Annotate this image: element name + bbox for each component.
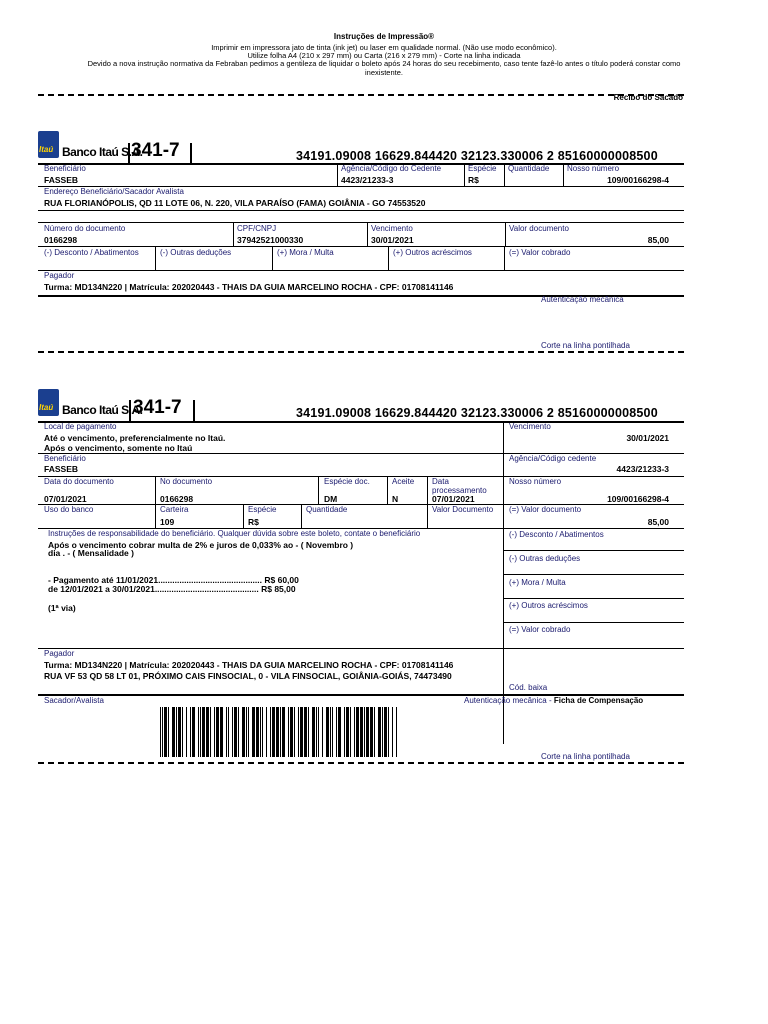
vencimento-label: Vencimento bbox=[509, 422, 551, 431]
endereco-value: RUA FLORIANÓPOLIS, QD 11 LOTE 06, N. 220, VILA PARAÍSO (FAMA) GOIÂNIA - GO 74553520 bbox=[44, 198, 426, 208]
beneficiario-value: FASSEB bbox=[44, 175, 79, 185]
data-proc-label: Data bbox=[432, 477, 449, 486]
mora-label: (+) Mora / Multa bbox=[509, 578, 566, 587]
corte-label: Corte na linha pontilhada bbox=[541, 341, 630, 350]
desconto-label: (-) Desconto / Abatimentos bbox=[509, 530, 604, 539]
num-doc-label: No documento bbox=[160, 477, 213, 486]
pagador-line: Turma: MD134N220 | Matrícula: 202020443 - THAIS DA GUIA MARCELINO ROCHA - CPF: 01708141146 bbox=[44, 660, 454, 670]
corte-label: Corte na linha pontilhada bbox=[541, 752, 630, 761]
uso-banco-label: Uso do banco bbox=[44, 505, 94, 514]
cpf-value: 37942521000330 bbox=[237, 235, 304, 245]
valor-label: Valor Documento bbox=[432, 505, 494, 514]
agencia-label: Agência/Código cedente bbox=[509, 454, 597, 463]
pagador-line: RUA VF 53 QD 58 LT 01, PRÓXIMO CAIS FINSOCIAL, 0 - VILA FINSOCIAL, GOIÂNIA-GOIÁS, 74473490 bbox=[44, 671, 452, 681]
valor-cobrado-label: (=) Valor cobrado bbox=[509, 625, 571, 634]
especie-value: R$ bbox=[248, 517, 259, 527]
instrucao-line: Após o vencimento cobrar multa de 2% e juros de 0,033% ao - ( Novembro ) bbox=[48, 540, 354, 550]
print-instructions-line: inexistente. bbox=[365, 68, 403, 77]
vencimento-value: 30/01/2021 bbox=[371, 235, 414, 245]
num-doc-label: Número do documento bbox=[44, 224, 126, 233]
local-pagamento-label: Local de pagamento bbox=[44, 422, 117, 431]
especie-doc-label: Espécie doc. bbox=[324, 477, 370, 486]
pagador-label: Pagador bbox=[44, 271, 75, 280]
instrucao-line: (1ª via) bbox=[48, 603, 76, 613]
linha-digitavel: 34191.09008 16629.844420 32123.330006 2 85160000008500 bbox=[296, 406, 658, 420]
especie-label: Espécie bbox=[248, 505, 277, 514]
instrucao-line: dia . - ( Mensalidade ) bbox=[48, 548, 134, 558]
pagador-label: Pagador bbox=[44, 649, 75, 658]
nosso-numero-value: 109/00166298-4 bbox=[607, 175, 669, 185]
valor-doc-label: Valor documento bbox=[509, 224, 569, 233]
beneficiario-value: FASSEB bbox=[44, 464, 79, 474]
cod-baixa-label: Cód. baixa bbox=[509, 683, 548, 692]
beneficiario-label: Beneficiário bbox=[44, 454, 86, 463]
desconto-label: (-) Desconto / Abatimentos bbox=[44, 248, 139, 257]
cut-line bbox=[38, 94, 684, 96]
linha-digitavel: 34191.09008 16629.844420 32123.330006 2 85160000008500 bbox=[296, 149, 658, 163]
valor-cobrado-label: (=) Valor cobrado bbox=[509, 248, 571, 257]
local-pagamento-line: Após o vencimento, somente no Itaú bbox=[44, 443, 193, 453]
autenticacao-label: Autenticação mecânica - bbox=[464, 696, 554, 705]
vencimento-value: 30/01/2021 bbox=[626, 433, 669, 443]
data-proc-label: processamento bbox=[432, 486, 487, 495]
quantidade-label: Quantidade bbox=[508, 164, 550, 173]
agencia-value: 4423/21233-3 bbox=[616, 464, 669, 474]
agencia-label: Agência/Código do Cedente bbox=[341, 164, 442, 173]
print-instructions-line: Devido a nova instrução normativa da Febraban pedimos a gentileza de liquidar o boleto após 24 horas do seu recebimento, caso tente fazê-lo antes o título poderá constar como bbox=[87, 59, 681, 68]
cut-line bbox=[38, 351, 684, 353]
local-pagamento-line: Até o vencimento, preferencialmente no Itaú. bbox=[44, 433, 226, 443]
autenticacao-footer bbox=[464, 696, 643, 705]
carteira-value: 109 bbox=[160, 517, 175, 527]
nosso-numero-value: 109/00166298-4 bbox=[607, 494, 669, 504]
nosso-numero-label: Nosso número bbox=[567, 164, 620, 173]
especie-doc-value: DM bbox=[324, 494, 338, 504]
print-instructions-title: Instruções de Impressão® bbox=[333, 32, 435, 41]
beneficiario-label: Beneficiário bbox=[44, 164, 86, 173]
itau-logo: Itaú bbox=[38, 389, 59, 416]
aceite-label: Aceite bbox=[392, 477, 415, 486]
nosso-numero-label: Nosso número bbox=[509, 477, 562, 486]
data-doc-value: 07/01/2021 bbox=[44, 494, 87, 504]
autenticacao-label: Autenticação mecânica bbox=[541, 295, 624, 304]
instrucoes-label: Instruções de responsabilidade do beneficiário. Qualquer dúvida sobre este boleto, contate o beneficiário bbox=[48, 529, 421, 538]
barcode bbox=[160, 707, 398, 757]
cut-line bbox=[38, 762, 684, 764]
valor-doc-value: 85,00 bbox=[647, 517, 669, 527]
instrucao-line: - Pagamento até 11/01/2021............................................ R$ 60,00 bbox=[48, 575, 299, 585]
vencimento-label: Vencimento bbox=[371, 224, 413, 233]
print-instructions-line: Imprimir em impressora jato de tinta (ink jet) ou laser em qualidade normal. (Não use modo econômico). bbox=[211, 43, 557, 52]
bank-name: Banco Itaú S.A. bbox=[62, 145, 143, 159]
outros-acrescimos-label: (+) Outros acréscimos bbox=[393, 248, 472, 257]
data-proc-value: 07/01/2021 bbox=[432, 494, 475, 504]
bank-code: 341-7 bbox=[133, 397, 182, 418]
bank-code: 341-7 bbox=[131, 140, 180, 161]
itau-logo: Itaú bbox=[38, 131, 59, 158]
recibo-label: Recibo do Sacado bbox=[613, 93, 683, 102]
endereco-label: Endereço Beneficiário/Sacador Avalista bbox=[44, 187, 184, 196]
agencia-value: 4423/21233-3 bbox=[341, 175, 394, 185]
pagador-value: Turma: MD134N220 | Matrícula: 202020443 - THAIS DA GUIA MARCELINO ROCHA - CPF: 01708141146 bbox=[44, 282, 454, 292]
mora-label: (+) Mora / Multa bbox=[277, 248, 334, 257]
outras-deducoes-label: (-) Outras deduções bbox=[509, 554, 581, 563]
barcode-bar bbox=[397, 707, 398, 757]
outras-deducoes-label: (-) Outras deduções bbox=[160, 248, 232, 257]
ficha-compensacao-label: Ficha de Compensação bbox=[553, 696, 644, 705]
especie-value: R$ bbox=[468, 175, 479, 185]
num-doc-value: 0166298 bbox=[44, 235, 78, 245]
aceite-value: N bbox=[392, 494, 399, 504]
cpf-label: CPF/CNPJ bbox=[237, 224, 277, 233]
num-doc-value: 0166298 bbox=[160, 494, 194, 504]
especie-label: Espécie bbox=[468, 164, 497, 173]
valor-doc-value: 85,00 bbox=[647, 235, 669, 245]
print-instructions-line: Utilize folha A4 (210 x 297 mm) ou Carta (216 x 279 mm) - Corte na linha indicada bbox=[247, 51, 521, 60]
valor-doc-label: (=) Valor documento bbox=[509, 505, 582, 514]
quantidade-label: Quantidade bbox=[306, 505, 348, 514]
data-doc-label: Data do documento bbox=[44, 477, 114, 486]
outros-acrescimos-label: (+) Outros acréscimos bbox=[509, 601, 588, 610]
instrucao-line: de 12/01/2021 a 30/01/2021............................................ R$ 85,00 bbox=[48, 584, 296, 594]
sacador-label: Sacador/Avalista bbox=[44, 696, 104, 705]
bank-name: Banco Itaú S.A. bbox=[62, 403, 143, 417]
carteira-label: Carteira bbox=[160, 505, 189, 514]
